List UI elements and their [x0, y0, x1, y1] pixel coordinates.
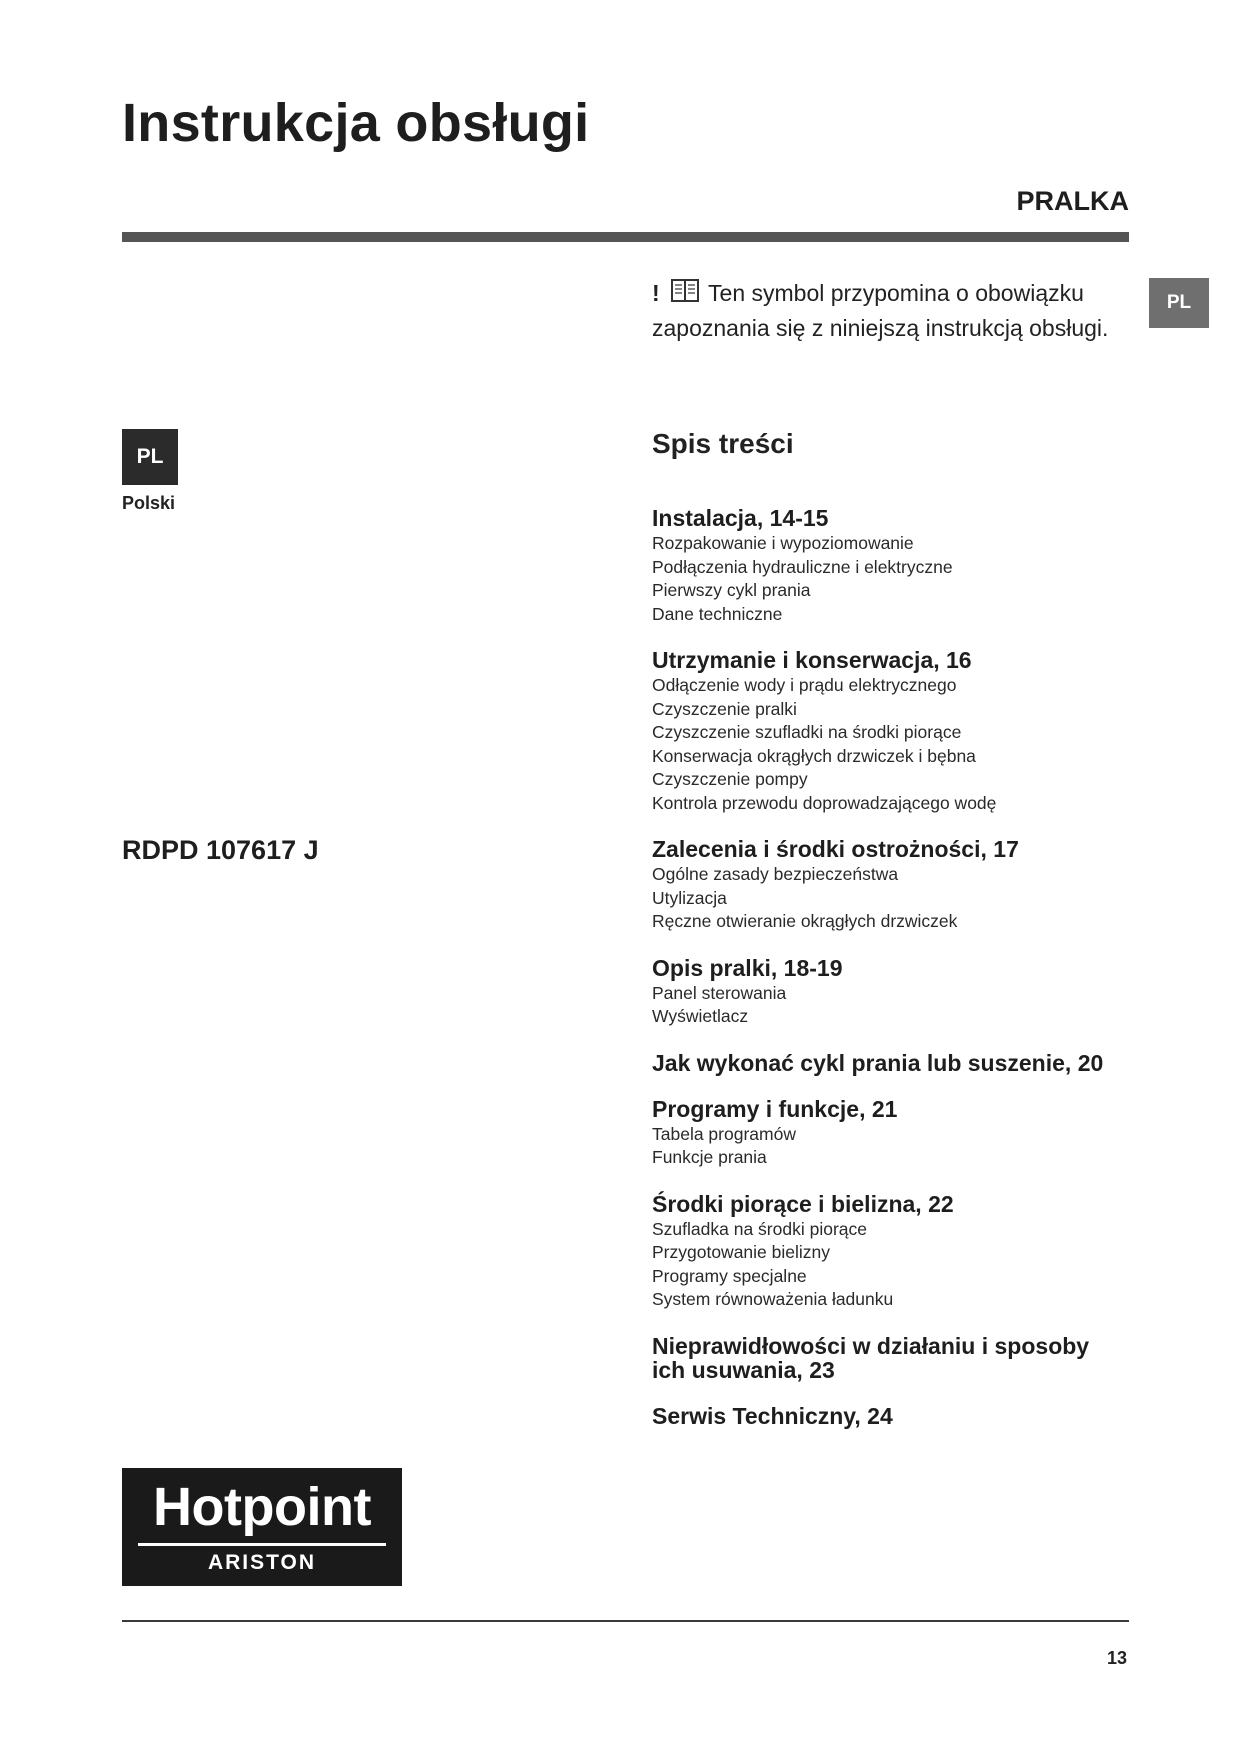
- brand-logo-divider: [138, 1543, 386, 1546]
- toc-section: [652, 506, 1142, 626]
- header-divider: [122, 232, 1129, 242]
- toc-item: Rozpakowanie i wypoziomowanie: [652, 533, 914, 553]
- toc-item: Przygotowanie bielizny: [652, 1242, 831, 1262]
- toc-item: Programy specjalne: [652, 1265, 807, 1286]
- footer-divider: [122, 1620, 1129, 1622]
- language-badge: PL: [122, 429, 178, 485]
- language-name: Polski: [122, 493, 176, 513]
- toc-item: Dane techniczne: [652, 603, 783, 624]
- toc-item: System równoważenia ładunku: [652, 1289, 894, 1309]
- toc-item: Czyszczenie szufladki na środki piorące: [652, 722, 962, 742]
- toc-section-title: Jak wykonać cykl prania lub suszenie, 20: [652, 1049, 1104, 1076]
- toc-item: Utylizacja: [652, 887, 727, 908]
- toc-item: Szufladka na środki piorące: [652, 1218, 867, 1239]
- toc-section-title: Zalecenia i środki ostrożności, 17: [652, 836, 1019, 862]
- product-type: PRALKA: [1016, 186, 1129, 216]
- toc-section-title: Nieprawidłowości w działaniu i sposoby ich usuwania, 23: [652, 1332, 1090, 1383]
- toc-item: Wyświetlacz: [652, 1006, 749, 1026]
- toc-section: [652, 1192, 1142, 1312]
- toc-section-title: Programy i funkcje, 21: [652, 1095, 898, 1122]
- toc-title: Spis treści: [652, 428, 794, 459]
- toc-section: [652, 1334, 1142, 1382]
- toc-section: [652, 1404, 1142, 1428]
- page-title: Instrukcja obsługi: [122, 93, 590, 153]
- toc-item: Odłączenie wody i prądu elektrycznego: [652, 675, 957, 695]
- toc-item: Ręczne otwieranie okrągłych drzwiczek: [652, 911, 958, 931]
- toc-item: Funkcje prania: [652, 1147, 767, 1167]
- toc-section-title: Opis pralki, 18-19: [652, 954, 843, 981]
- toc-item: Tabela programów: [652, 1123, 796, 1144]
- brand-logo: [122, 1468, 402, 1586]
- toc-section-title: Utrzymanie i konserwacja, 16: [652, 647, 972, 673]
- toc-section-title: Środki piorące i bielizna, 22: [652, 1190, 954, 1217]
- toc-section: [652, 1097, 1142, 1170]
- toc-item: Panel sterowania: [652, 982, 787, 1003]
- table-of-contents: [652, 428, 1142, 1450]
- toc-item: Czyszczenie pompy: [652, 769, 808, 789]
- page-number: 13: [1106, 1648, 1127, 1668]
- language-tab-right: PL: [1149, 278, 1209, 328]
- toc-section: [652, 837, 1142, 934]
- toc-item: Czyszczenie pralki: [652, 698, 797, 719]
- toc-item: Kontrola przewodu doprowadzającego wodę: [652, 792, 997, 813]
- toc-item: Pierwszy cykl prania: [652, 580, 811, 600]
- toc-item: Ogólne zasady bezpieczeństwa: [652, 864, 899, 884]
- toc-section: [652, 1051, 1142, 1075]
- book-icon: [670, 278, 700, 304]
- notice-exclamation: !: [652, 280, 660, 306]
- toc-section: [652, 648, 1142, 815]
- toc-item: Konserwacja okrągłych drzwiczek i bębna: [652, 745, 976, 766]
- manual-notice: [652, 276, 1142, 346]
- notice-text: Ten symbol przypomina o obowiązku zapoznania się z niniejszą instrukcją obsługi.: [652, 280, 1109, 341]
- brand-logo-subtitle: ARISTON: [207, 1551, 317, 1574]
- toc-section-title: Serwis Techniczny, 24: [652, 1402, 893, 1429]
- toc-section: [652, 956, 1142, 1029]
- toc-section-title: Instalacja, 14-15: [652, 505, 829, 531]
- model-number: RDPD 107617 J: [122, 835, 319, 865]
- toc-item: Podłączenia hydrauliczne i elektryczne: [652, 556, 953, 577]
- brand-logo-name: Hotpoint: [153, 1477, 371, 1537]
